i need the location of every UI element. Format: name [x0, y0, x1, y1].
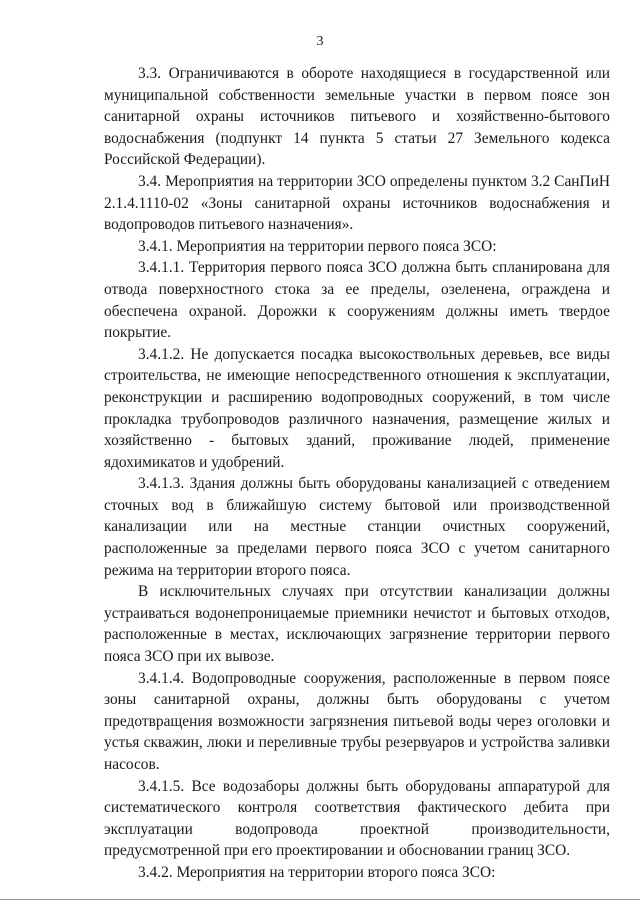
paragraph-3-4-1: 3.4.1. Мероприятия на территории первого пояса ЗСО: [138, 237, 497, 255]
paragraph-3-4: 3.4. Мероприятия на территории ЗСО определены пунктом 3.2 СанПиН 2.1.4.1110-02 «Зоны санитарной охраны источников водоснабжения и водопроводов питьевого назначения». [104, 172, 610, 234]
paragraph-3-4-1-1: 3.4.1.1. Территория первого пояса ЗСО должна быть спланирована для отвода поверхностного стока за ее пределы, озеленена, ограждена и обеспечена охраной. Дорожки к сооружениям должны иметь твердое покрытие. [104, 259, 610, 342]
paragraph-3-4-1-5: 3.4.1.5. Все водозаборы должны быть оборудованы аппаратурой для систематического контроля соответствия фактического дебита при эксплуатации водопровода проектной производительности, предусмотренной при его проектировании и обосновании границ ЗСО. [104, 777, 610, 860]
bottom-scan-line [0, 899, 640, 900]
paragraph-exceptional-cases: В исключительных случаях при отсутствии канализации должны устраиваться водонепроницаемые приемники нечистот и бытовых отходов, расположенные в местах, исключающих загрязнение территории первого пояса ЗСО при их вывозе. [104, 583, 610, 666]
paragraph-3-4-1-4: 3.4.1.4. Водопроводные сооружения, расположенные в первом поясе зоны санитарной охраны, должны быть оборудованы с учетом предотвращения возможности загрязнения питьевой воды через оголовки и устья скважин, люки и переливные трубы резервуаров и устройства заливки насосов. [104, 669, 610, 773]
paragraph-3-4-1-2: 3.4.1.2. Не допускается посадка высокоствольных деревьев, все виды строительства, не имеющие непосредственного отношения к эксплуатации, реконструкции и расширению водопроводных сооружений, в том числе прокладка трубопроводов различного назначения, размещение жилых и хозяйственно - бытовых зданий, проживание людей, применение ядохимикатов и удобрений. [104, 345, 610, 471]
paragraph-3-3: 3.3. Ограничиваются в обороте находящиеся в государственной или муниципальной собственности земельные участки в первом поясе зон санитарной охраны источников питьевого и хозяйственно-бытового водоснабжения (подпункт 14 пункта 5 статьи 27 Земельного кодекса Российской Федерации). [104, 65, 610, 169]
document-body [104, 63, 610, 884]
paragraph-3-4-2: 3.4.2. Мероприятия на территории второго пояса ЗСО: [138, 863, 496, 881]
page-number: 3 [316, 34, 324, 49]
paragraph-3-4-1-3: 3.4.1.3. Здания должны быть оборудованы канализацией с отведением сточных вод в ближайшую систему бытовой или производственной канализации или на местные станции очистных сооружений, расположенные за пределами первого пояса ЗСО с учетом санитарного режима на территории второго пояса. [104, 475, 610, 579]
